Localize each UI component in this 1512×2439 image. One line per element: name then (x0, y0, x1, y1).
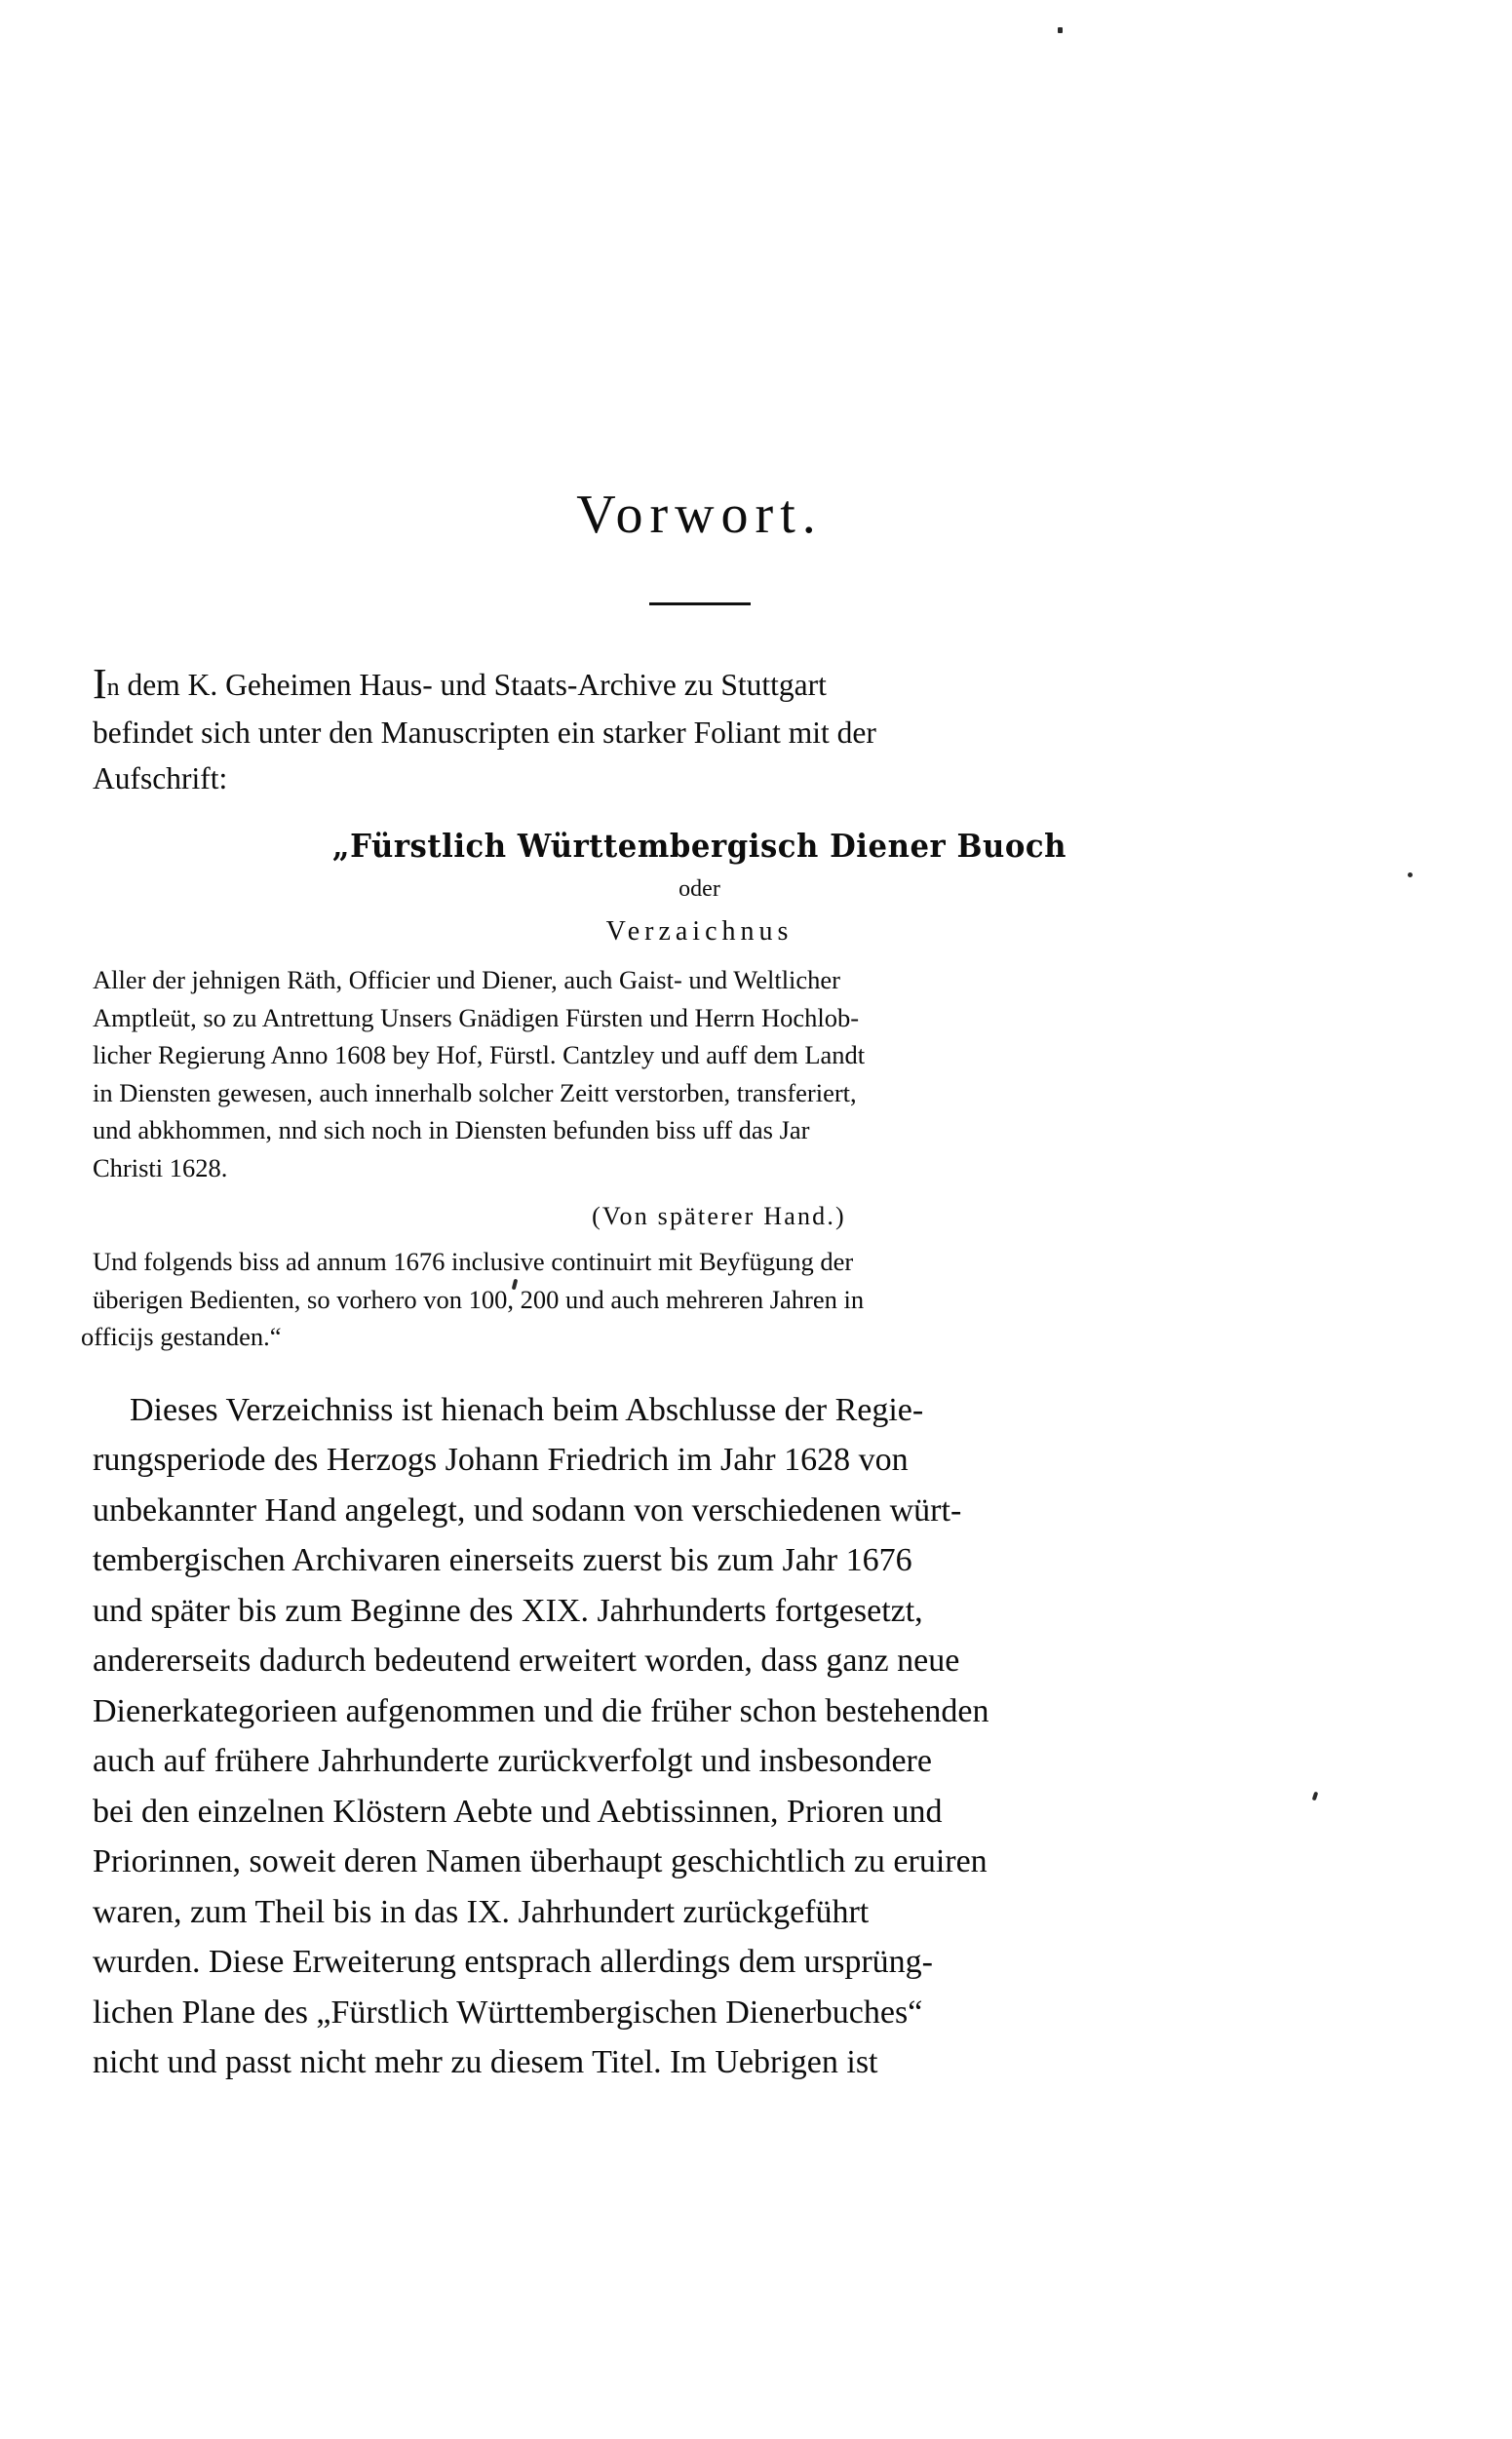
quote-line: officijs gestanden.“ (81, 1322, 282, 1351)
initial-capital: I (93, 660, 107, 708)
intro-paragraph (93, 605, 1306, 801)
later-hand-note: (Von späterer Hand.) (592, 1202, 846, 1230)
manuscript-title-oder: oder (678, 876, 720, 902)
body-line: und später bis zum Beginne des XIX. Jahrhunderts fortgesetzt, (93, 1592, 923, 1629)
body-paragraph (93, 1356, 1306, 2088)
body-line: lichen Plane des „Fürstlich Württembergischen Dienerbuches“ (93, 1994, 923, 2031)
body-line: wurden. Diese Erweiterung entsprach allerdings dem ursprüng- (93, 1944, 934, 1980)
quote-line: und abkhommen, nnd sich noch in Diensten befunden biss uff das Jar (93, 1115, 810, 1144)
quote-line: in Diensten gewesen, auch innerhalb solcher Zeitt verstorben, transferiert, (93, 1077, 857, 1107)
body-line: unbekannter Hand angelegt, und sodann von verschiedenen würt- (93, 1491, 962, 1529)
body-line: nicht und passt nicht mehr zu diesem Titel. Im Uebrigen ist (93, 2044, 878, 2080)
quote-line: licher Regierung Anno 1608 bey Hof, Fürstl. Cantzley und auff dem Landt (93, 1040, 866, 1069)
body-line: auch auf frühere Jahrhunderte zurückverfolgt und insbesondere (93, 1743, 932, 1779)
text-column (81, 0, 1306, 2088)
scan-speck-icon (1312, 1792, 1319, 1801)
body-line: rungsperiode des Herzogs Johann Friedrich im Jahr 1628 von (93, 1442, 909, 1478)
page-title: Vorwort. (576, 484, 823, 545)
body-line: bei den einzelnen Klöstern Aebte und Aebtissinnen, Prioren und (93, 1793, 943, 1830)
body-line: tembergischen Archivaren einerseits zuerst bis zum Jahr 1676 (93, 1542, 912, 1578)
intro-line: befindet sich unter den Manuscripten ein starker Foliant mit der (93, 716, 876, 750)
initial-suffix: n (106, 673, 120, 701)
quote-line: überigen Bedienten, so vorhero von 100, 200 und auch mehreren Jahren in (93, 1284, 865, 1314)
intro-line-text: dem K. Geheimen Haus- und Staats-Archive zu Stuttgart (119, 668, 827, 702)
intro-line (93, 662, 1306, 710)
body-line: Dienerkategorieen aufgenommen und die früher schon bestehenden (93, 1692, 989, 1729)
quote-line: Und folgends biss ad annum 1676 inclusive continuirt mit Beyfügung der (93, 1247, 854, 1276)
body-line: Dieses Verzeichniss ist hienach beim Abschlusse der Regie- (130, 1391, 924, 1428)
scan-speck-icon (1408, 872, 1413, 877)
quoted-manuscript-text-part2 (81, 1231, 1306, 1356)
manuscript-title-verzeichnus: Verzaichnus (605, 916, 794, 947)
quote-line: Aller der jehnigen Räth, Officier und Diener, auch Gaist- und Weltlicher (93, 965, 841, 994)
body-line: andererseits dadurch bedeutend erweitert worden, dass ganz neue (93, 1643, 960, 1679)
quote-line: Christi 1628. (93, 1152, 228, 1182)
manuscript-title: „Fürstlich Württembergisch Diener Buoch (331, 827, 1067, 865)
quote-line: Amptleüt, so zu Antrettung Unsers Gnädigen Fürsten und Herrn Hochlob- (93, 1002, 860, 1032)
body-line: Priorinnen, soweit deren Namen überhaupt geschichtlich zu eruiren (93, 1843, 988, 1879)
quoted-manuscript-text-part1 (93, 948, 1306, 1186)
intro-line: Aufschrift: (93, 761, 228, 795)
body-line: waren, zum Theil bis in das IX. Jahrhundert zurückgeführt (93, 1893, 870, 1930)
